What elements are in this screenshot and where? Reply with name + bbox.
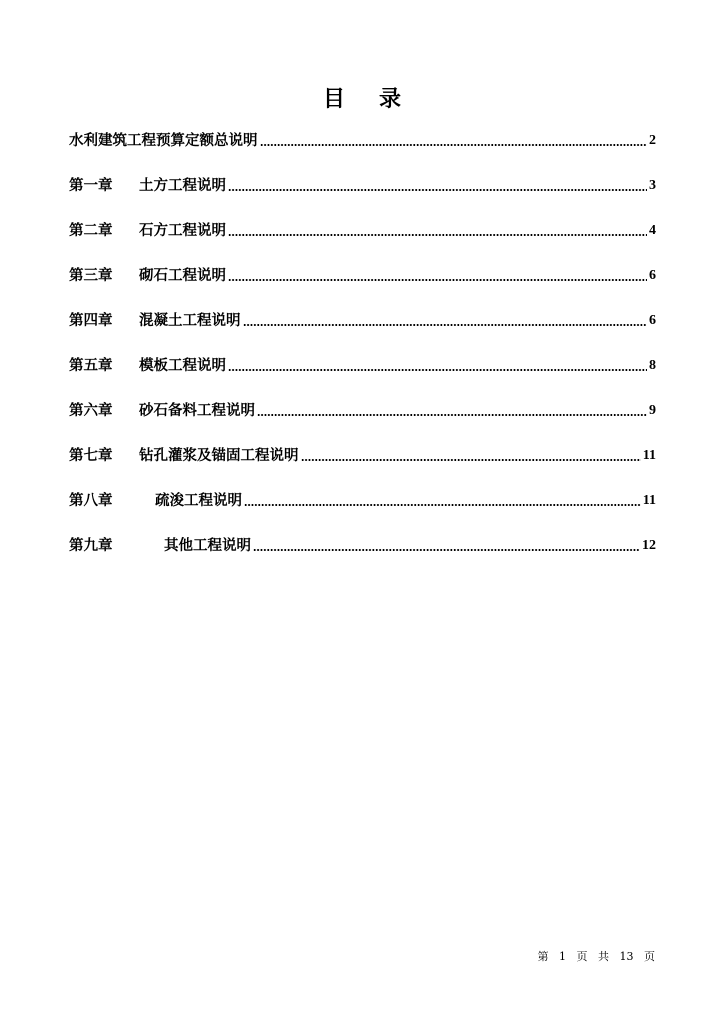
toc-entry-chapter-4[interactable] xyxy=(69,310,656,332)
toc-entry-chapter: 第四章 xyxy=(69,312,113,329)
toc-entry-title: 模板工程说明 xyxy=(139,357,226,374)
toc-entry-chapter-2[interactable] xyxy=(69,220,656,242)
toc-leader-dots xyxy=(228,233,647,237)
page-footer xyxy=(538,948,656,964)
toc-entry-chapter-9[interactable] xyxy=(69,535,656,557)
toc-entry-title: 砂石备料工程说明 xyxy=(139,402,255,419)
toc-entry-title: 其他工程说明 xyxy=(164,537,251,554)
toc-entry-title: 疏浚工程说明 xyxy=(155,492,242,509)
toc-entry-page: 4 xyxy=(649,223,656,238)
toc-entry-chapter: 第六章 xyxy=(69,402,113,419)
toc-entry-general[interactable] xyxy=(69,130,656,152)
toc-entry-page: 12 xyxy=(642,538,656,553)
toc-entry-chapter: 第一章 xyxy=(69,177,113,194)
toc-entry-chapter-8[interactable] xyxy=(69,490,656,512)
toc-entry-title: 水利建筑工程预算定额总说明 xyxy=(69,132,258,149)
toc-entry-chapter: 第三章 xyxy=(69,267,113,284)
toc-heading-part2: 录 xyxy=(379,86,402,112)
footer-gong: 共 xyxy=(598,950,609,963)
footer-current-page: 1 xyxy=(559,950,566,963)
toc-entry-page: 11 xyxy=(642,448,656,463)
toc-entry-title: 石方工程说明 xyxy=(139,222,226,239)
toc-entry-page: 8 xyxy=(649,358,656,373)
footer-ye: 页 xyxy=(644,950,655,963)
toc-heading-part1: 目 xyxy=(322,86,345,112)
toc-entry-chapter-6[interactable] xyxy=(69,400,656,422)
toc-leader-dots xyxy=(301,458,641,462)
toc-entry-chapter: 第二章 xyxy=(69,222,113,239)
toc-entry-page: 6 xyxy=(649,313,656,328)
footer-ye: 页 xyxy=(576,950,588,963)
footer-total-pages: 13 xyxy=(619,950,634,963)
toc-entry-title: 混凝土工程说明 xyxy=(139,312,241,329)
toc-entry-chapter-5[interactable] xyxy=(69,355,656,377)
toc-leader-dots xyxy=(228,278,647,282)
toc-entry-page: 6 xyxy=(649,268,656,283)
toc-leader-dots xyxy=(260,143,648,147)
toc-entry-page: 9 xyxy=(649,403,656,418)
toc-entry-chapter-7[interactable] xyxy=(69,445,656,467)
toc-entry-chapter: 第七章 xyxy=(69,447,113,464)
toc-heading xyxy=(0,82,724,113)
toc-entry-page: 3 xyxy=(649,178,656,193)
toc-entry-chapter: 第五章 xyxy=(69,357,113,374)
toc-leader-dots xyxy=(228,188,647,192)
toc-entry-page: 2 xyxy=(649,133,656,148)
toc-entry-chapter: 第八章 xyxy=(69,492,113,509)
toc-leader-dots xyxy=(244,503,641,507)
footer-di: 第 xyxy=(537,950,549,963)
toc-leader-dots xyxy=(257,413,647,417)
toc-entry-chapter: 第九章 xyxy=(69,537,113,554)
toc-entry-title: 钻孔灌浆及锚固工程说明 xyxy=(139,447,299,464)
toc-entry-chapter-3[interactable] xyxy=(69,265,656,287)
toc-leader-dots xyxy=(253,548,640,552)
toc-entry-title: 砌石工程说明 xyxy=(139,267,226,284)
toc-entry-page: 11 xyxy=(642,493,656,508)
toc-entry-title: 土方工程说明 xyxy=(139,177,226,194)
toc-leader-dots xyxy=(228,368,647,372)
toc-leader-dots xyxy=(243,323,648,327)
toc-list xyxy=(69,130,656,580)
toc-entry-chapter-1[interactable] xyxy=(69,175,656,197)
